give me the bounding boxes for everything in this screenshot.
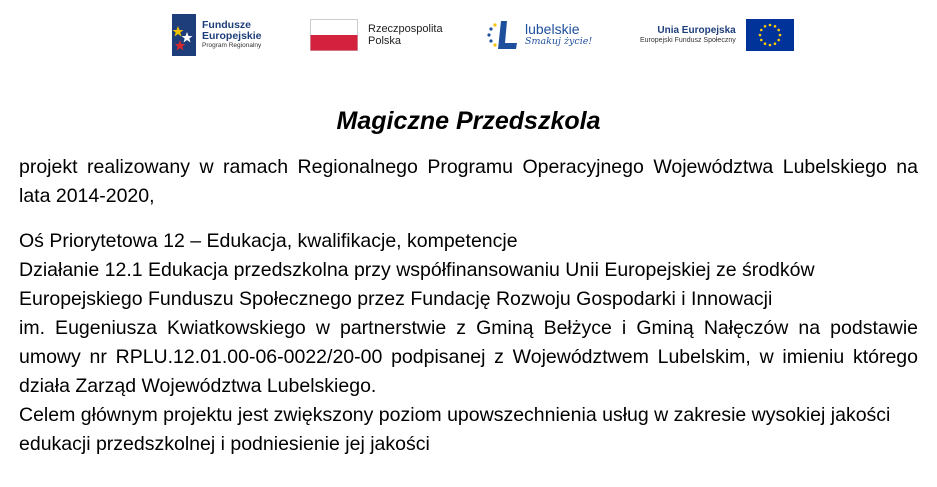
polska-line1: Rzeczpospolita: [368, 22, 443, 35]
polish-flag-icon: [310, 19, 358, 51]
ue-line1: Unia Europejska: [657, 25, 736, 37]
rzeczpospolita-polska-logo: [310, 10, 460, 60]
project-intro-paragraph: projekt realizowany w ramach Regionalnego Programu Operacyjnego Województwa Lubelskiego na lata 2014-2020,: [19, 156, 918, 207]
project-goal-paragraph: Celem głównym projektu jest zwiększony poziom upowszechnienia usług w zakresie wysokiej jakości edukacji przedszkolnej i podniesienie jej jakości: [19, 404, 891, 455]
fundusze-line1: Fundusze: [202, 19, 251, 32]
lubelskie-logo: [485, 10, 605, 60]
polska-line2: Polska: [368, 35, 402, 47]
fundusze-line3: Program Regionalny: [202, 42, 262, 50]
fundusze-europejskie-logo: [172, 10, 282, 60]
document-title: Magiczne Przedszkola: [336, 107, 601, 135]
action-paragraph: Działanie 12.1 Edukacja przedszkolna przy współfinansowaniu Unii Europejskiej ze środków Europejskiego Funduszu Społecznego przez Fundację Rozwoju Gospodarki i Innowacji: [19, 259, 815, 310]
priority-axis-line: Oś Priorytetowa 12 – Edukacja, kwalifikacje, kompetencje: [19, 230, 518, 252]
ue-line2: Europejski Fundusz Społeczny: [640, 36, 736, 44]
partnership-paragraph: im. Eugeniusza Kwiatkowskiego w partnerstwie z Gminą Bełżyce i Gminą Nałęczów na podstawie umowy nr RPLU.12.01.00-06-0022/20-00 podpisanej z Województwem Lubelskim, w imieniu którego działa Zarząd Województwa Lubelskiego.: [19, 317, 918, 397]
lubelskie-name: lubelskie: [525, 21, 580, 38]
lubelskie-region-icon: [485, 15, 521, 55]
lubelskie-slogan: Smakuj życie!: [525, 36, 593, 48]
eu-flag-icon: [746, 19, 794, 51]
fundusze-line2: Europejskie: [202, 30, 262, 43]
unia-europejska-logo: [640, 10, 805, 60]
fundusze-europejskie-stars-icon: [172, 14, 196, 56]
document-body: [19, 153, 918, 459]
logo-strip: [0, 10, 937, 60]
